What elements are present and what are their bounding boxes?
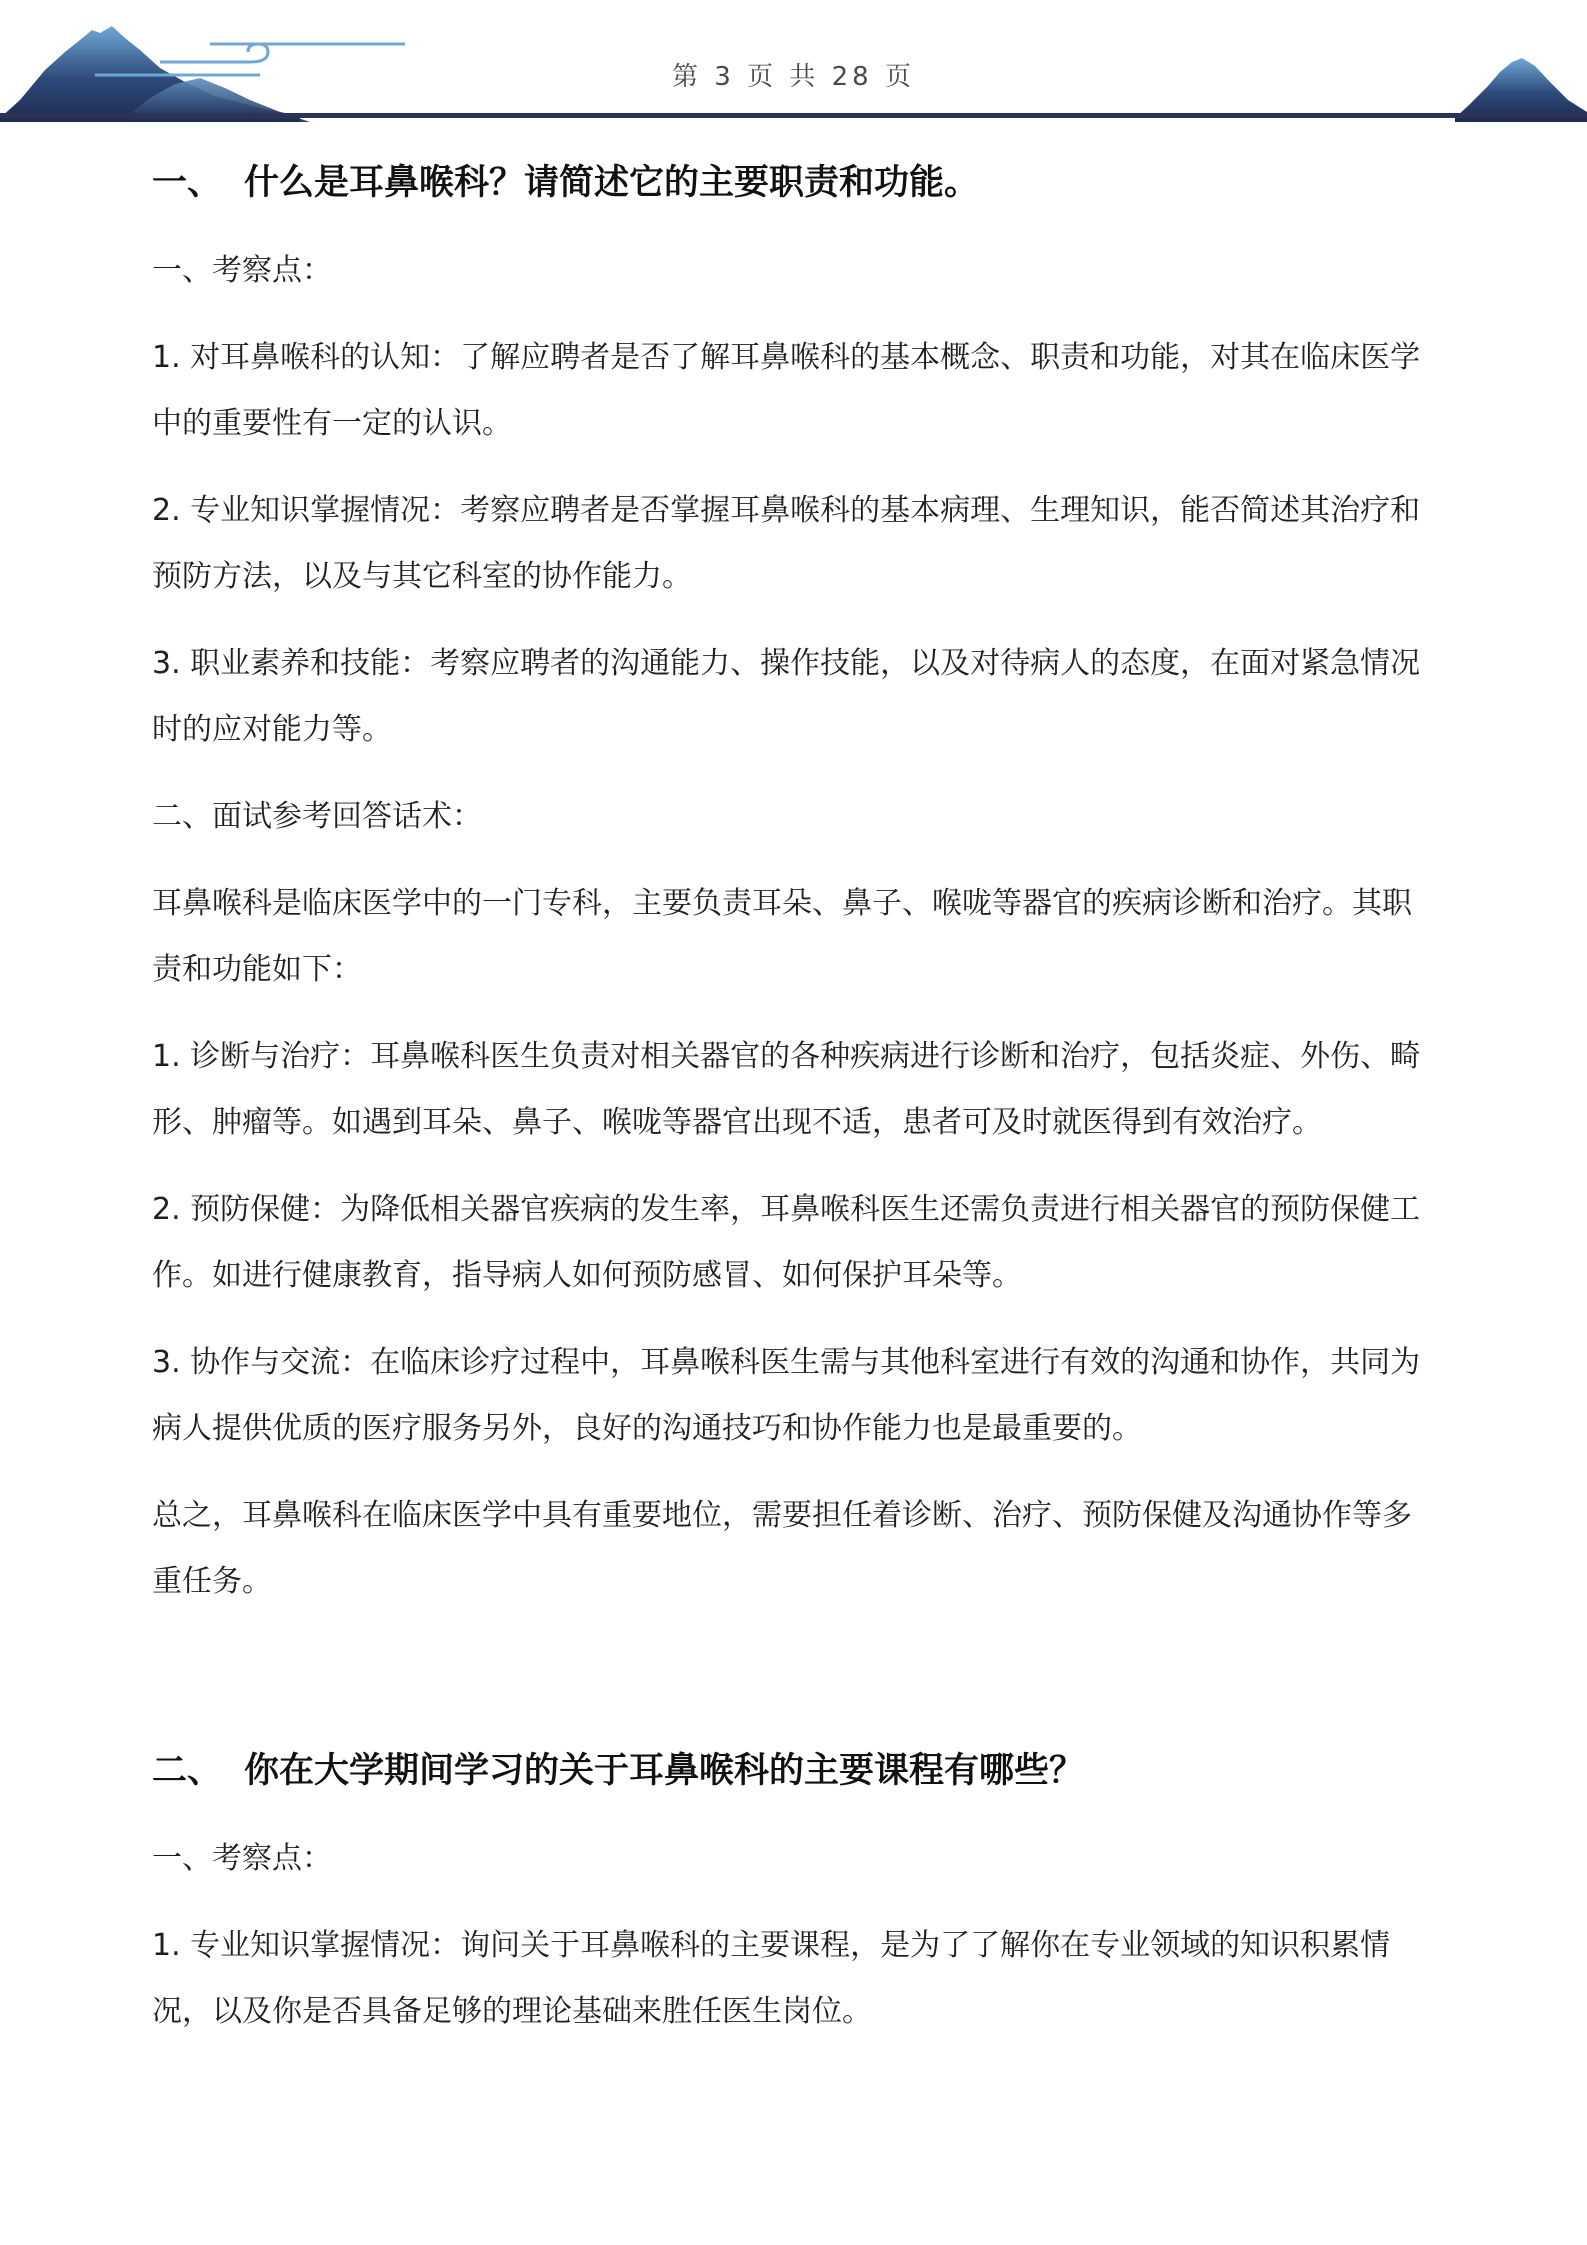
section-number: 一、 — [152, 163, 223, 203]
document-body — [152, 158, 1437, 2066]
paragraph: 总之，耳鼻喉科在临床医学中具有重要地位，需要担任着诊断、治疗、预防保健及沟通协作等多重任务。 — [152, 1498, 1412, 1599]
page-header — [0, 0, 1587, 125]
paragraph: 二、面试参考回答话术： — [152, 799, 482, 834]
paragraph: 1. 专业知识掌握情况：询问关于耳鼻喉科的主要课程，是为了了解你在专业领域的知识积累情况，以及你是否具备足够的理论基础来胜任医生岗位。 — [152, 1928, 1391, 2029]
paragraph: 2. 预防保健：为降低相关器官疾病的发生率，耳鼻喉科医生还需负责进行相关器官的预防保健工作。如进行健康教育，指导病人如何预防感冒、如何保护耳朵等。 — [152, 1192, 1421, 1293]
page-number: 第 3 页 共 28 页 — [672, 62, 915, 92]
paragraph: 3. 协作与交流：在临床诊疗过程中，耳鼻喉科医生需与其他科室进行有效的沟通和协作，共同为病人提供优质的医疗服务另外，良好的沟通技巧和协作能力也是最重要的。 — [152, 1345, 1421, 1446]
section-spacer — [152, 1636, 1437, 1746]
section-title-text: 你在大学期间学习的关于耳鼻喉科的主要课程有哪些？ — [244, 1751, 1085, 1791]
paragraph: 1. 诊断与治疗：耳鼻喉科医生负责对相关器官的各种疾病进行诊断和治疗，包括炎症、外伤、畸形、肿瘤等。如遇到耳朵、鼻子、喉咙等器官出现不适，患者可及时就医得到有效治疗。 — [152, 1039, 1421, 1140]
section-1 — [152, 158, 1437, 1615]
paragraph: 1. 对耳鼻喉科的认知：了解应聘者是否了解耳鼻喉科的基本概念、职责和功能，对其在临床医学中的重要性有一定的认识。 — [152, 340, 1421, 441]
paragraph: 一、考察点： — [152, 253, 332, 288]
section-title — [152, 158, 1437, 208]
paragraph: 3. 职业素养和技能：考察应聘者的沟通能力、操作技能，以及对待病人的态度，在面对紧急情况时的应对能力等。 — [152, 646, 1421, 747]
section-title-text: 什么是耳鼻喉科？请简述它的主要职责和功能。 — [244, 163, 980, 203]
section-2 — [152, 1746, 1437, 2045]
section-number: 二、 — [152, 1751, 223, 1791]
section-title — [152, 1746, 1437, 1796]
paragraph: 耳鼻喉科是临床医学中的一门专科，主要负责耳朵、鼻子、喉咙等器官的疾病诊断和治疗。其职责和功能如下： — [152, 886, 1412, 987]
paragraph: 2. 专业知识掌握情况：考察应聘者是否掌握耳鼻喉科的基本病理、生理知识，能否简述其治疗和预防方法，以及与其它科室的协作能力。 — [152, 493, 1421, 594]
paragraph: 一、考察点： — [152, 1841, 332, 1876]
